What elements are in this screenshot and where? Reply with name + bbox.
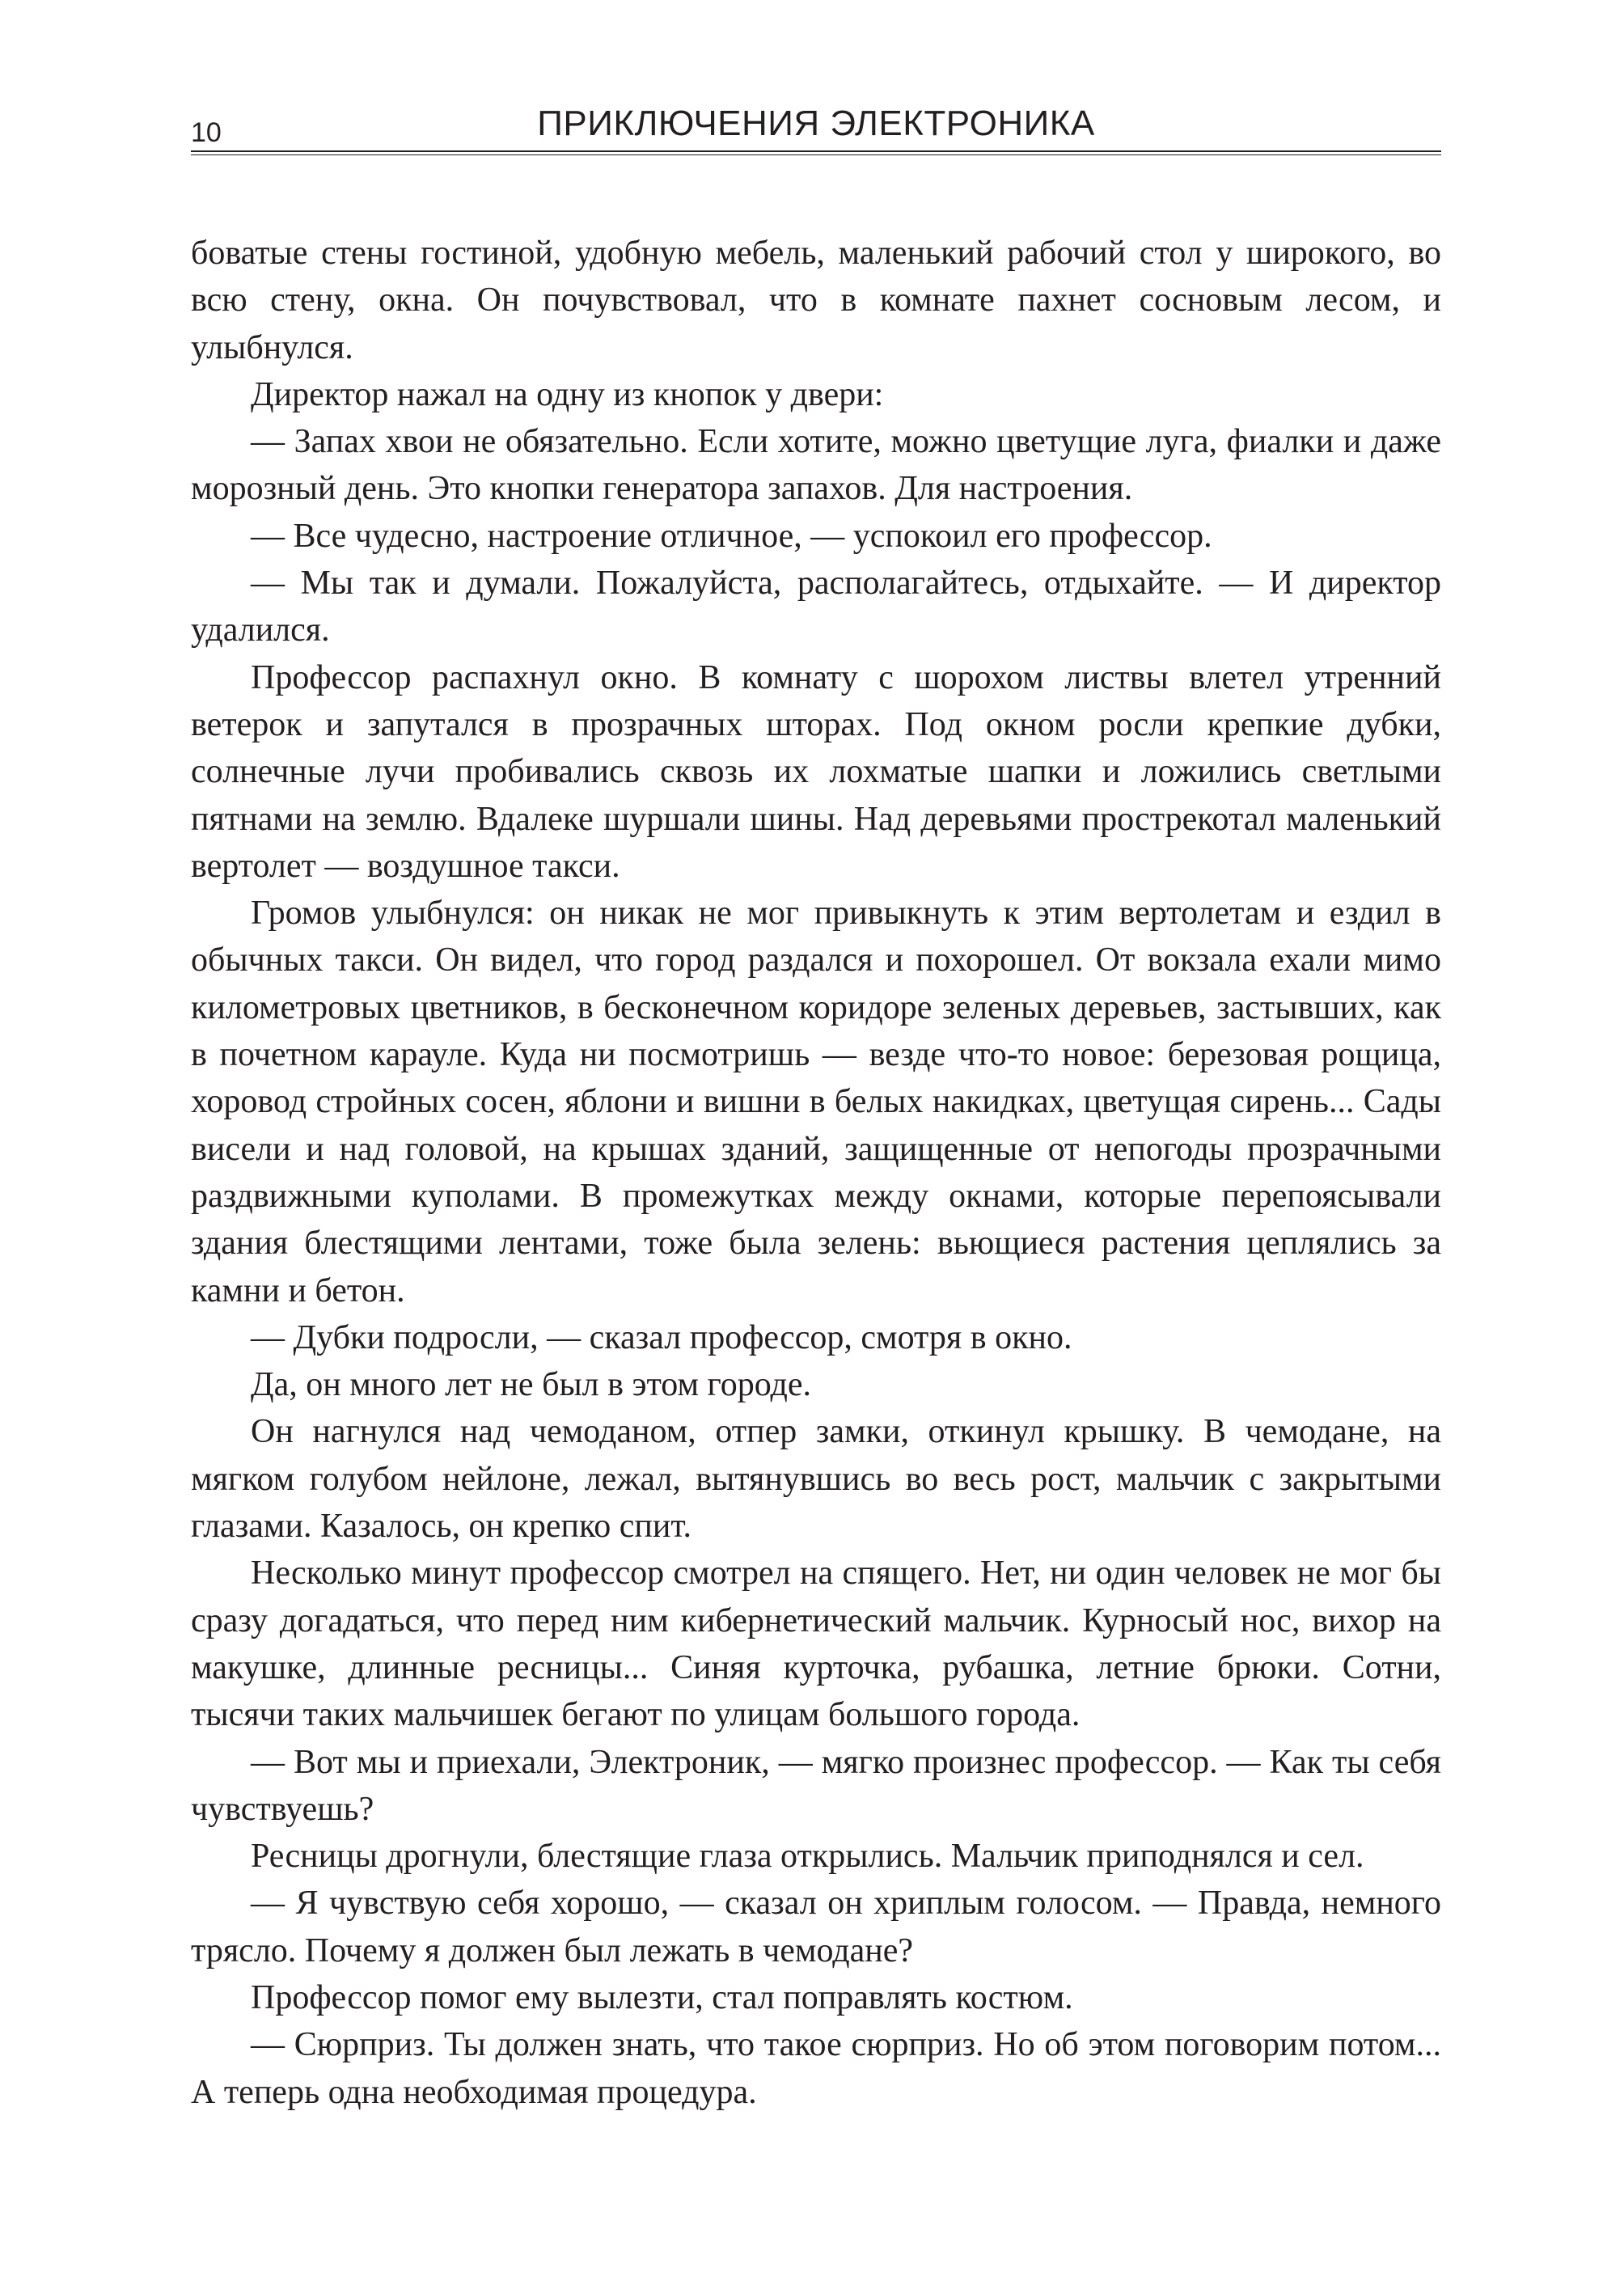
header-rule xyxy=(191,150,1441,155)
paragraph: Профессор распахнул окно. В комнату с шорохом листвы влетел утренний ветерок и запутался в прозрачных шторах. Под окном росли крепкие дубки, солнечные лучи пробивались сквозь их лохматые шапки и ложились светлыми пятнами на землю. Вдалеке шуршали шины. Над деревьями прострекотал маленький вертолет — воздушное такси. xyxy=(191,658,1441,885)
body-text xyxy=(191,230,1441,2116)
paragraph: Ресницы дрогнули, блестящие глаза открылись. Мальчик приподнялся и сел. xyxy=(251,1838,1364,1876)
paragraph: Директор нажал на одну из кнопок у двери: xyxy=(251,375,884,413)
paragraph: — Запах хвои не обязательно. Если хотите, можно цветущие луга, фиалки и даже морозный день. Это кнопки генератора запахов. Для настроения. xyxy=(191,423,1441,508)
paragraph: Он нагнулся над чемоданом, отпер замки, откинул крышку. В чемодане, на мягком голубом нейлоне, лежал, вытянувшись во весь рост, мальчик с закрытыми глазами. Казалось, он крепко спит. xyxy=(191,1413,1441,1546)
paragraph: — Я чувствую себя хорошо, — сказал он хриплым голосом. — Правда, немного трясло. Почему я должен был лежать в чемодане? xyxy=(191,1885,1441,1969)
paragraph: — Сюрприз. Ты должен знать, что такое сюрприз. Но об этом поговорим потом... А теперь одна необходимая процедура. xyxy=(191,2026,1441,2111)
running-title: ПРИКЛЮЧЕНИЯ ЭЛЕКТРОНИКА xyxy=(537,104,1095,143)
running-head xyxy=(191,104,1441,149)
paragraph: — Вот мы и приехали, Электроник, — мягко произнес профессор. — Как ты себя чувствуешь? xyxy=(191,1743,1441,1828)
paragraph: — Дубки подросли, — сказал профессор, смотря в окно. xyxy=(251,1318,1072,1356)
paragraph: Профессор помог ему вылезти, стал поправлять костюм. xyxy=(251,1978,1073,2016)
paragraph: Да, он много лет не был в этом городе. xyxy=(251,1366,812,1404)
paragraph: — Все чудесно, настроение отличное, — успокоил его профессор. xyxy=(251,517,1212,555)
page-number: 10 xyxy=(191,117,222,148)
paragraph-continued: боватые стены гостиной, удобную мебель, маленький рабочий стол у широкого, во всю стену, окна. Он почувствовал, что в комнате пахнет сосновым лесом, и улыбнулся. xyxy=(191,235,1441,366)
paragraph: — Мы так и думали. Пожалуйста, располагайтесь, отдыхайте. — И директор удалился. xyxy=(191,565,1441,649)
paragraph: Несколько минут профессор смотрел на спящего. Нет, ни один человек не мог бы сразу догадаться, что перед ним кибернетический мальчик. Курносый нос, вихор на макушке, длинные ресницы... Синяя курточка, рубашка, летние брюки. Сотни, тысячи таких мальчишек бегают по улицам большого города. xyxy=(191,1555,1441,1734)
paragraph: Громов улыбнулся: он никак не мог привыкнуть к этим вертолетам и ездил в обычных такси. Он видел, что город раздался и похорошел. От вокзала ехали мимо километровых цветников, в бесконечном коридоре зеленых деревьев, застывших, как в почетном карауле. Куда ни посмотришь — везде что-то новое: березовая рощица, хоровод стройных сосен, яблони и вишни в белых накидках, цветущая сирень... Сады висели и над головой, на крышах зданий, защищенные от непогоды прозрачными раздвижными куполами. В промежутках между окнами, которые перепоясывали здания блестящими лентами, тоже была зелень: вьющиеся растения цеплялись за камни и бетон. xyxy=(191,895,1441,1309)
